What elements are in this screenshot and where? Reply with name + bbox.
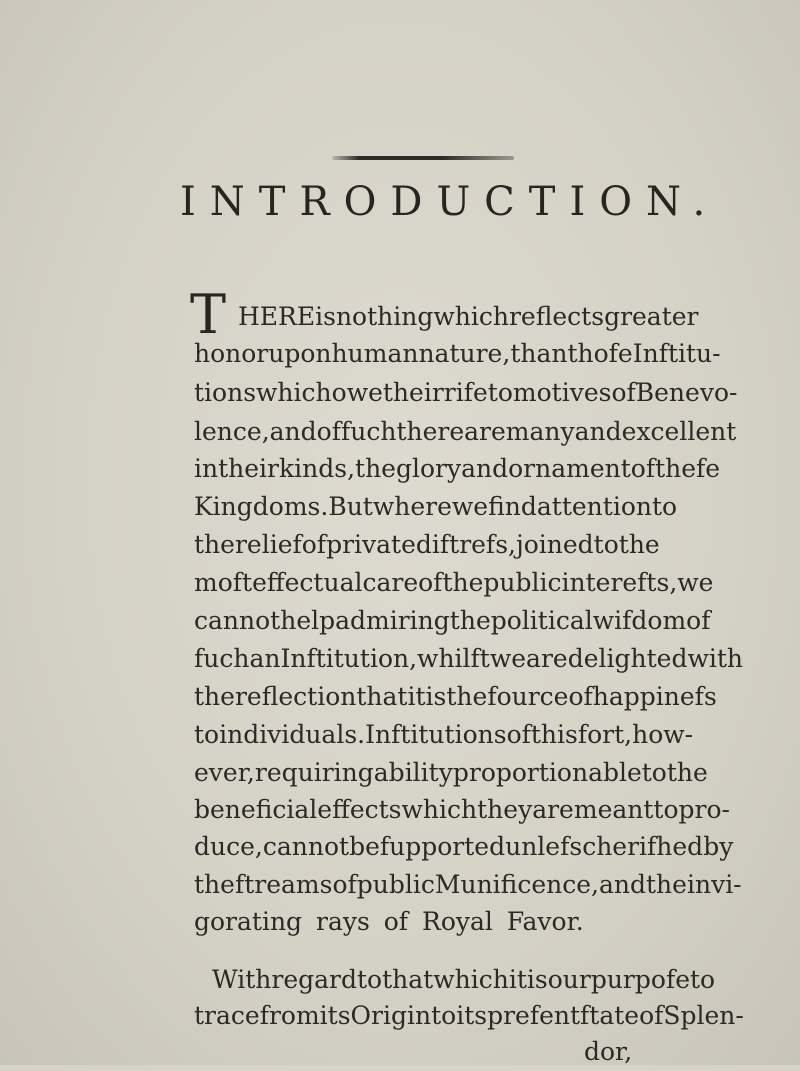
text-line: cannot help admiring the political wifdom of xyxy=(194,606,711,635)
text-line: With regard to that which it is our purpofe to xyxy=(212,965,716,994)
text-line: the relief of private diftrefs, joined to the xyxy=(194,530,660,559)
ornamental-rule xyxy=(332,156,514,160)
text-line: to individuals. Inftitutions of this fort, how- xyxy=(194,720,694,749)
text-line: tions which owe their rife to motives of Benevo- xyxy=(194,378,738,407)
text-line: fuch an Inftitution, whilft we are delighted with xyxy=(194,644,743,673)
text-line: Kingdoms. But where we find attention to xyxy=(194,492,678,521)
text-line: beneficial effects which they are meant to pro- xyxy=(194,795,730,824)
text-line: ever, requiring ability proportionable to the xyxy=(194,758,708,787)
text-line: the ftreams of public Munificence, and the invi- xyxy=(194,870,742,899)
text-line: moft effectual care of the public interefts, we xyxy=(194,568,714,597)
text-line: honor upon human nature, than thofe Inftitu- xyxy=(194,339,721,368)
text-line: the reflection that it is the fource of happinefs xyxy=(194,682,717,711)
text-line: trace from its Origin to its prefent ftate of Splen- xyxy=(194,1001,744,1030)
catchword: dor, xyxy=(584,1037,633,1066)
page-title: INTRODUCTION. xyxy=(180,179,720,225)
text-line: duce, cannot be fupported unlefs cherifhed by xyxy=(194,832,734,861)
text-line: lence, and of fuch there are many and excellent xyxy=(194,417,737,446)
drop-cap: T xyxy=(190,283,227,346)
text-line: HERE is nothing which reflects greater xyxy=(238,302,699,331)
text-line: in their kinds, the glory and ornament of thefe xyxy=(194,454,721,483)
text-line: gorating rays of Royal Favor. xyxy=(194,907,584,936)
